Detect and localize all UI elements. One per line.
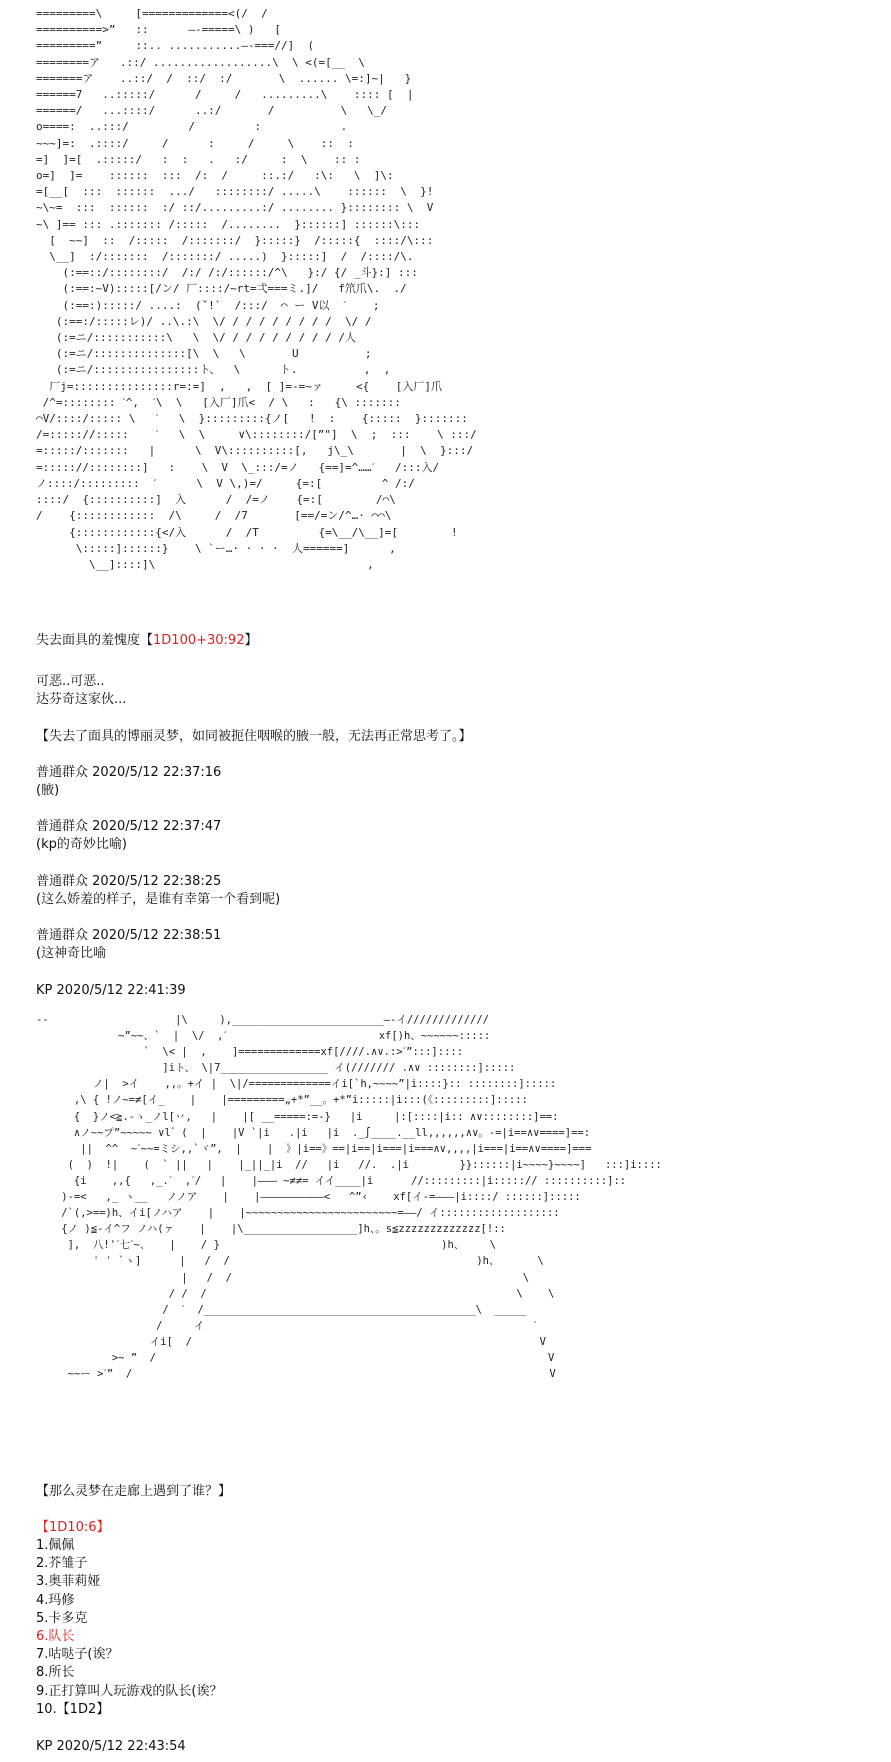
- comment-text: (这神奇比喻: [36, 946, 107, 961]
- dialogue-line: 可恶..可恶..: [36, 674, 105, 689]
- option-item: 3.奥菲莉娅: [36, 1574, 101, 1590]
- option-item: 2.芥雏子: [36, 1556, 88, 1572]
- ascii-art-reimu: =========\ [=============<(/ / ==========>” :: —-=====\ ) [ =========” ::.. ...........—-===//] ( ========ア .::/ ..................\ \ <(=[__ \ =======ア ..::/ / ::/ :/ \ ...... \=:]~| } ======7 ..:::::/ / / .........\ :::: [ | ======/ ...::::/ ..:/ / \ \_/ o====: ..:::/ / : . ~~~]=: .::::/ / : / \ :: : =] ]=[ .:::::/ : : . :/ : \ :: : o=] ]= :::::: ::: /: / ::.:/ :\: \ ]\: =[__[ ::: :::::: .../ ::::::::/ .....\ :::::: \ }! ~\~= ::: :::::: :/ ::/.........:/ ........ }:::::::: \ V ~\ ]== ::: .::::::: /::::: /........ }::::::] ::::::\::: [ ~~] :: /::::: /:::::::/ }:::::} /:::::{ ::::/\::: \__] :/::::::: /:::::::/ .....) }:::::] / /::::/\. (:==::/::::::::/ /:/ /:/::::::/^\ }:/ {/ _斗}:] ::: (:==:~V):::::[/ン/ 厂::::/~rt=弌===ミ.]/ f笊爪\. ./ (:==:):::::/ ....: (ˇ!` /:::/ ⌒ ー V以 ˊ ; (:==:/:::::レ)/ ..\.:\ \/ / / / / / / / / \/ / (:=ニ/:::::::::::\ \ \/ / / / / / / / / /人 (:=ニ/::::::::::::::[\ \ \ U ; (:=ニ/::::::::::::::::ト、 \ ト. , , 厂j=:::::::::::::::r=:=] , , [ ]=-=~ァ <{ [入厂]爪 /^=:::::::: ˊ^, ˊ\ \ [入厂]爪< / \ : {\ ::::::: ⌒V/::::/::::: \ ˊ \ }:::::::::{ノ[ ! : {::::: }::::::: /=::::://::::: ˊ \ \ ∨\::::::::/[”"] \ ; ::: \ :::/ =:::::/::::::: | \ V\::::::::::[, j\_\ | \ }:::/ =::::://::::::::] : \ V \_:::/=ノ {==]=^……ˊ /:::入/ ノ::::/::::::::: ˊ \ V \,)=/ {=:[ ^ /:/ ::::/ {::::::::::] 入 / /=ノ {=:[ /⌒\ / {:::::::::::: /\ / /7 [==/=ン/^…· ⌒⌒\ {::::::::::::{</入 / /T {=\__/\__]=[ ! \:::::]::::::} \ `ー…· · · · 人======] , \__]::::]\ ,: [36, 7, 477, 571]
- dice-roll-result: 1D100+30:92: [153, 633, 245, 648]
- dialogue-line: 达芬奇这家伙...: [36, 692, 127, 707]
- option-item: 1.佩佩: [36, 1538, 75, 1553]
- comment-text: (腋): [36, 783, 60, 798]
- ascii-art-corridor: -- |\ ),________________________—-イ///////////// ~”~~、` | \/ ,ˊ xf[)h、~~~~~~::::: ` \< | , ]=============xf[////.∧∨.:>ˊ”:::]:::: ]iト、 \|7_________________ イ(/////// .∧∨ ::::::::]::::: ノ| >イ ,,。+イ | \|/=============イi[`h,~~~~”|i::::}:: ::::::::]::::: ,\ { !ノ~=≠[イ_ | |=========„+*”__。+*”i:::::|i:::(《:::::::::]::::: { }ノ<≧.-ゝ_ノl[丷, | |[ __=====:=-} |i |:[::::|i:: ∧∨::::::::]==: ∧ノ~~プ”~~~~~ ∨l゛( | |V `|i .|i |i ._∫____.__ll,,,,,,∧∨。-=|i==∧∨====]==: || ^^ ~ˊ~~=ミシ,,`ヾ”, | | 》|i==》==|i==|i===|i===∧∨,,,,|i===|i==∧∨====]=== ( ) !| ( ` || | |_||_|i // |i //. .|i }}::::::|i~~~~}~~~~] :::]i:::: {i ,,{ ,_.ˊ ,ˊ/ | |——— ~≠≠= イイ____|i //:::::::::|i:::::// ::::::::::]:: )-=< ,_ ヽ__ ノノア | |——————————< ^”‹ xf[イ-=———|i::::/ ::::::]::::: /`(,>==)h、イi[ノハア | |~~~~~~~~~~~~~~~~~~~~~~~~=——/ イ::::::::::::::::::: {ノ )≦-イ^フ ノハ(ァ | |\__________________]h、。s≦zzzzzzzzzzzzz[!:: ], 八!'ˊ七ˊ~、 | / } )h、 \ ˈ ˈ `ヽ] | / / )h、 \ | / / \ / / / \ \ / ˊ /___________________________________________\ _____ / イ ˊ イi[ / V >~ ” / V ~~ー >ˊ” / V: [36, 1014, 662, 1381]
- kp-post-header: KP 2020/5/12 22:43:54: [36, 1739, 186, 1754]
- option-item: 5.卡多克: [36, 1610, 88, 1626]
- dice-roll-line: 【1D10:6】: [36, 1520, 110, 1535]
- option-item: 4.玛修: [36, 1592, 75, 1608]
- dice-roll-result: 1D10:6: [49, 1520, 97, 1535]
- shame-caption: 失去面具的羞愧度【1D100+30:92】: [36, 633, 258, 648]
- kp-post-header: KP 2020/5/12 22:41:39: [36, 983, 186, 998]
- comment-text: (kp的奇妙比喻): [36, 837, 127, 852]
- comment-text: (这么娇羞的样子，是谁有幸第一个看到呢): [36, 892, 281, 907]
- option-item: 8.所长: [36, 1665, 75, 1681]
- question-text: 【那么灵梦在走廊上遇到了谁？】: [36, 1484, 232, 1499]
- option-item: 6.队长: [36, 1629, 75, 1644]
- comment-header: 普通群众 2020/5/12 22:37:16: [36, 765, 222, 780]
- comment-header: 普通群众 2020/5/12 22:38:25: [36, 874, 222, 889]
- option-item: 7.咕哒子(诶？: [36, 1647, 119, 1663]
- narration-text: 【失去了面具的博丽灵梦，如同被扼住咽喉的腋一般，无法再正常思考了。】: [36, 729, 472, 744]
- option-item: 9.正打算叫人玩游戏的队长(诶？: [36, 1683, 223, 1699]
- comment-header: 普通群众 2020/5/12 22:37:47: [36, 819, 222, 834]
- comment-header: 普通群众 2020/5/12 22:38:51: [36, 928, 222, 943]
- option-item: 10.【1D2】: [36, 1701, 110, 1717]
